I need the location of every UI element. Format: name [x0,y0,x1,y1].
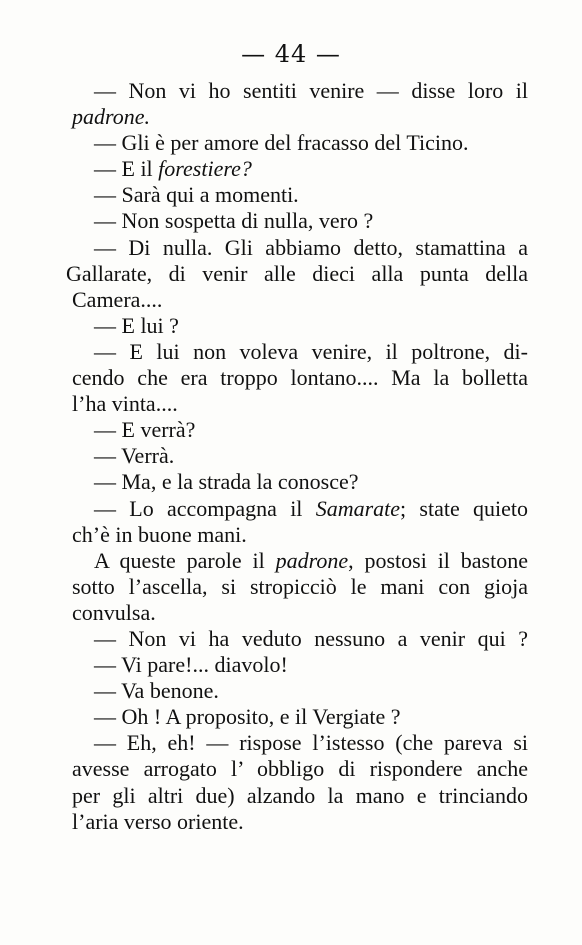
text-line [72,130,528,156]
text-segment: — Non sospetta di nulla, vero ? [94,208,374,234]
text-segment: per gli altri due) alzando la mano e trinciando [72,782,528,808]
text-segment: — Ma, e la strada la conosce? [94,469,359,495]
text-segment: — Sarà qui a momenti. [94,182,299,208]
text-line [72,156,528,182]
text-line [72,730,528,756]
italic-text: Samarate [315,495,401,521]
text-segment: — Non vi ha veduto nessuno a venir qui ? [94,625,528,651]
text-segment: — E lui ? [94,312,179,338]
text-line [72,443,528,469]
text-segment: — E verrà? [94,417,196,443]
text-segment: — Verrà. [94,443,175,469]
text-segment: — Eh, eh! — rispose l’istesso (che pareva si [94,730,528,756]
text-segment: — Oh ! A proposito, e il Vergiate ? [94,704,401,730]
text-segment: Camera.... [72,286,163,312]
text-segment: cendo che era troppo lontano.... Ma la bolletta [72,365,528,391]
text-segment: avesse arrogato l’ obbligo di rispondere anche [72,756,528,782]
text-line [72,704,528,730]
text-line [72,652,528,678]
text-segment: , postosi il bastone [348,547,528,573]
italic-text: padrone. [72,104,151,130]
text-segment: Gallarate, di venir alle dieci alla punta della [66,260,528,286]
page-number: — 44 — [241,40,341,68]
text-segment: — Va benone. [94,678,219,704]
text-line [72,496,528,522]
text-line [72,574,528,600]
text-line [72,522,528,548]
text-line [72,756,528,782]
text-line [72,809,528,835]
italic-text: forestiere? [158,156,252,182]
text-segment: — Vi pare!... diavolo! [94,652,288,678]
text-segment: l’ha vinta.... [72,391,178,417]
text-line [72,208,528,234]
text-segment: — Gli è per amore del fracasso del Ticino. [94,130,469,156]
text-line [72,391,528,417]
text-line [72,783,528,809]
text-line [72,678,528,704]
text-line [66,261,528,287]
text-segment: — Non vi ho sentiti venire — disse loro il [94,78,528,103]
text-line [72,182,528,208]
text-line [72,600,528,626]
text-line [72,417,528,443]
text-line [72,339,528,365]
text-segment: sotto l’ascella, si stropicciò le mani con gioja [72,573,528,599]
text-segment: — Di nulla. Gli abbiamo detto, stamattina a [94,234,528,260]
text-segment: ch’è in buone mani. [72,521,247,547]
text-segment: A queste parole il [94,547,276,573]
text-line [72,235,528,261]
italic-text: padrone [275,547,349,573]
text-line [72,626,528,652]
text-line [72,104,528,130]
text-line [72,287,528,313]
text-segment: — E lui non voleva venire, il poltrone, di- [94,338,528,364]
text-line [72,365,528,391]
text-line [72,469,528,495]
text-segment: ; state quieto [400,495,528,521]
text-segment: — Lo accompagna il [94,495,316,521]
text-segment: — E il [94,156,159,182]
text-line [72,313,528,339]
text-segment: convulsa. [72,599,156,625]
text-segment: l’aria verso oriente. [72,808,244,834]
text-line [72,78,528,104]
body-text [66,78,528,835]
text-line [72,548,528,574]
